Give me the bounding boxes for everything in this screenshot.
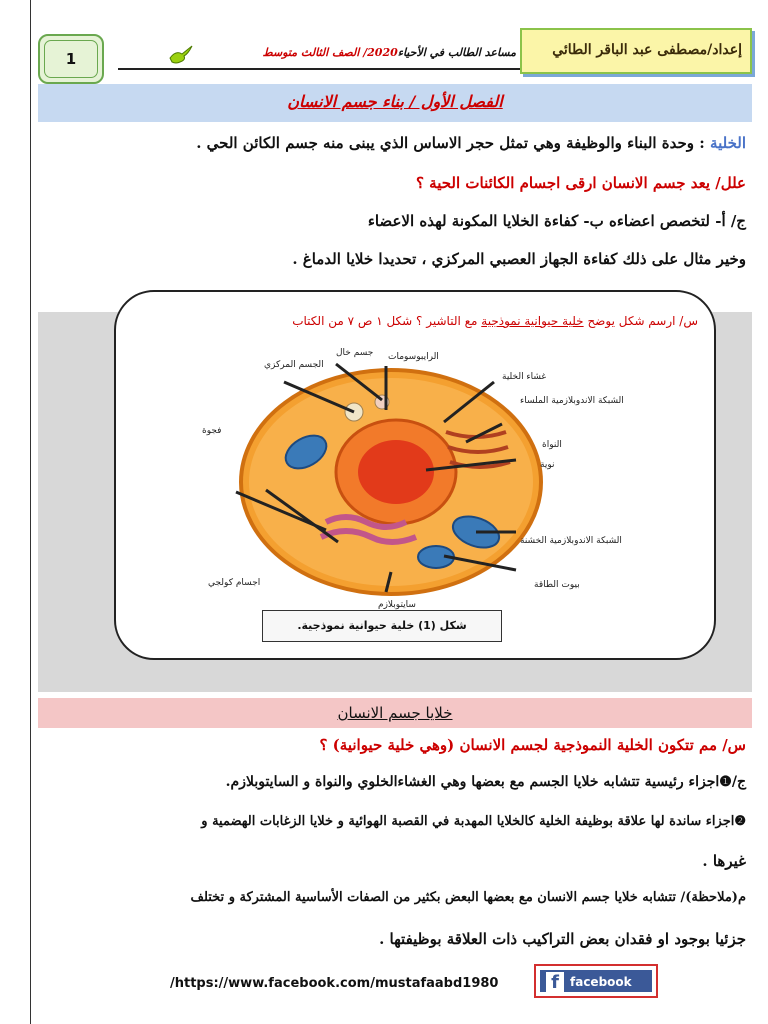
label-centrosome: الجسم المركزي: [264, 360, 324, 370]
facebook-button-body: [540, 970, 652, 992]
label-vacuole-body: جسم خال: [336, 348, 374, 358]
facebook-button-label: facebook: [570, 975, 632, 989]
label-smooth-er: الشبكة الاندوبلازمية الملساء: [520, 396, 624, 406]
label-ribosomes: الرايبوسومات: [388, 352, 439, 362]
label-cytoplasm: سايتوبلازم: [378, 600, 416, 610]
figure-question: [292, 314, 698, 328]
label-mitochondria: بيوت الطاقة: [534, 580, 580, 590]
chapter-title: الفصل الأول / بناء جسم الانسان: [287, 92, 503, 111]
label-vacuole: فجوة: [202, 426, 222, 436]
answer-2-line-1: ج/❶اجزاء رئيسية تتشابه خلايا الجسم مع بعضها وهي الغشاءالخلوي والنواة و السايتوبلازم.: [225, 774, 746, 790]
facebook-icon: f: [546, 972, 564, 994]
figure-card: [114, 290, 716, 660]
animal-cell-diagram: [176, 342, 646, 602]
figure-question-suffix: مع التاشير ؟ شكل ١ ص ٧ من الكتاب: [292, 314, 478, 328]
course-year: 2020: [367, 46, 398, 59]
cell-definition-text: : وحدة البناء والوظيفة وهي تمثل حجر الاساس الذي يبنى منه جسم الكائن الحي .: [196, 134, 705, 152]
facebook-url[interactable]: /https://www.facebook.com/mustafaabd1980: [170, 976, 499, 991]
figure-question-highlight: خلية حيوانية نموذجية: [481, 314, 584, 328]
answer-2-line-2: ❷اجزاء ساندة لها علاقة بوظيفة الخلية كالخلايا المهدبة في القصبة الهوائية و خلايا الزغابات الهضمية و: [201, 814, 746, 829]
section-band: [38, 698, 752, 728]
label-nucleolus: نوية: [540, 460, 555, 470]
note-line-1: م(ملاحظة)/ تتشابه خلايا جسم الانسان مع بعضها البعض بكثير من الصفات الأساسية المشتركة و تختلف: [190, 890, 746, 905]
header-underline: [118, 68, 520, 70]
page-number: 1: [65, 50, 77, 68]
margin-rule: [30, 0, 31, 1024]
answer-1-example: وخير مثال على ذلك كفاءة الجهاز العصبي المركزي ، تحديدا خلايا الدماغ .: [292, 250, 746, 268]
cell-term: الخلية: [710, 134, 746, 152]
note-line-2: جزئيا بوجود او فقدان بعض التراكيب ذات العلاقة بوظيفتها .: [379, 930, 746, 948]
figure-caption: شكل (1) خلية حيوانية نموذجية.: [297, 619, 467, 632]
course-grade: / الصف الثالث متوسط: [262, 46, 368, 59]
nucleolus-shape: [358, 440, 434, 504]
question-1: علل/ يعد جسم الانسان ارقى اجسام الكائنات الحية ؟: [415, 174, 746, 192]
facebook-button[interactable]: [534, 964, 658, 998]
label-golgi: اجسام كولجي: [208, 578, 261, 588]
label-membrane: غشاء الخلية: [502, 372, 547, 382]
chapter-band: [38, 84, 752, 122]
label-rough-er: الشبكة الاندوبلازمية الخشنة: [520, 536, 622, 546]
figure-caption-box: [262, 610, 502, 642]
course-title: مساعد الطالب في الأحياء: [397, 46, 516, 59]
answer-2-line-3: غيرها .: [702, 852, 746, 870]
question-2: س/ مم تتكون الخلية النموذجية لجسم الانسان (وهي خلية حيوانية) ؟: [319, 736, 746, 754]
author-banner: [520, 28, 752, 74]
dove-icon: [168, 44, 194, 66]
page-number-badge: [38, 34, 104, 84]
label-nucleus: النواة: [542, 440, 562, 450]
author-name: إعداد/مصطفى عبد الباقر الطائي: [552, 42, 742, 58]
section-title: خلايا جسم الانسان: [337, 704, 453, 722]
figure-question-prefix: س/ ارسم شكل يوضح: [587, 314, 698, 328]
answer-1: ج/ أ- لتخصص اعضاءه ب- كفاءة الخلايا المكونة لهذه الاعضاء: [367, 212, 746, 230]
cell-definition: [26, 134, 746, 152]
